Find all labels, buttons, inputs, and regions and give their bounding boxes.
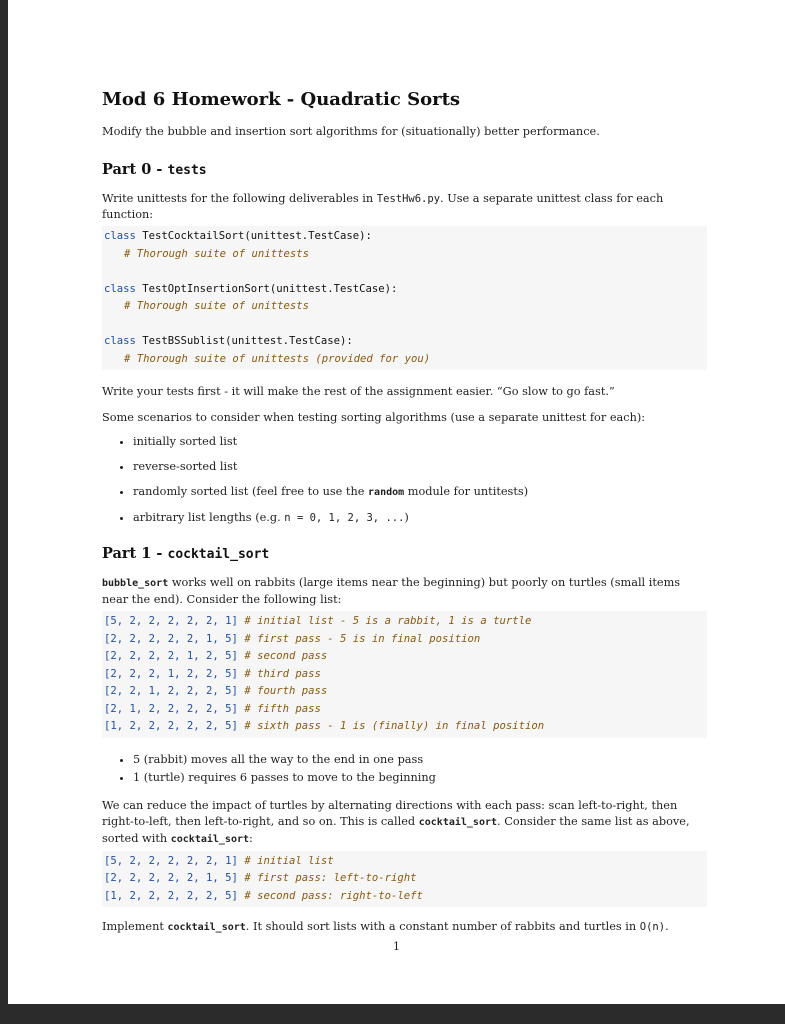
- list-literal: [5, 2, 2, 2, 2, 2, 1]: [104, 615, 238, 627]
- scenarios-intro: Some scenarios to consider when testing sorting algorithms (use a separate unittest for each):: [102, 411, 646, 424]
- code-blank-line: [104, 263, 707, 281]
- page-number: 1: [393, 940, 400, 953]
- code-line: [104, 351, 707, 369]
- cocktail-sort-code: cocktail_sort: [167, 922, 246, 933]
- code-line: [104, 683, 707, 701]
- viewer-bottom-bar: [0, 1004, 785, 1024]
- implement-text-part: Implement: [102, 920, 168, 933]
- class-declaration: TestBSSublist(unittest.TestCase):: [135, 335, 353, 347]
- scenario-code: random: [368, 487, 405, 498]
- code-comment: # initial list: [244, 854, 334, 867]
- code-line: [104, 298, 707, 316]
- bubble-sort-code: bubble_sort: [102, 578, 169, 589]
- implement-text: [102, 919, 707, 936]
- list-literal: [1, 2, 2, 2, 2, 2, 5]: [104, 720, 238, 732]
- list-literal: [2, 2, 2, 1, 2, 2, 5]: [104, 667, 238, 680]
- code-comment: # Thorough suite of unittests: [124, 300, 309, 312]
- part0-desc-after: . Use a separate unittest class for each function:: [102, 192, 664, 221]
- part1-heading: [102, 544, 707, 565]
- code-comment: # sixth pass - 1 is (finally) in final position: [244, 720, 545, 732]
- test-file-name: TestHw6.py: [376, 193, 441, 205]
- implement-text-part: . It should sort lists with a constant number of rabbits and turtles in: [245, 920, 640, 933]
- code-line: [104, 333, 707, 351]
- code-comment: # second pass: [244, 650, 328, 662]
- tests-first-text: Write your tests first - it will make the rest of the assignment easier. “Go slow to go fast.”: [102, 385, 615, 398]
- cocktail-passes-code-block: [102, 851, 707, 908]
- part1-heading-code: cocktail_sort: [167, 547, 270, 562]
- part0-description: [102, 191, 707, 223]
- test-classes-code-block: [102, 226, 707, 370]
- part0-heading-word: tests: [167, 163, 207, 178]
- code-comment: # fifth pass: [244, 702, 321, 715]
- class-declaration: TestOptInsertionSort(unittest.TestCase):: [135, 282, 398, 295]
- code-line: [104, 718, 707, 736]
- class-keyword: class: [104, 282, 136, 295]
- part1-heading-prefix: Part 1 -: [102, 545, 168, 562]
- code-comment: # Thorough suite of unittests (provided for you): [124, 352, 431, 365]
- document-page: [8, 0, 785, 1004]
- code-line: [104, 281, 707, 299]
- scenario-text: reverse-sorted list: [133, 460, 238, 473]
- list-item: [133, 434, 707, 450]
- code-line: [104, 701, 707, 719]
- code-line: [104, 870, 707, 888]
- code-comment: # fourth pass: [244, 685, 328, 697]
- class-declaration: TestCocktailSort(unittest.TestCase):: [135, 230, 372, 242]
- reduce-text: :: [249, 831, 253, 845]
- list-literal: [2, 2, 2, 2, 2, 1, 5]: [104, 632, 238, 645]
- class-keyword: class: [104, 230, 136, 242]
- list-item: [133, 510, 707, 526]
- code-line: [104, 888, 707, 906]
- list-item: [133, 484, 707, 501]
- list-literal: [2, 1, 2, 2, 2, 2, 5]: [104, 702, 238, 715]
- page-title: Mod 6 Homework - Quadratic Sorts: [102, 89, 461, 110]
- part0-heading-prefix: Part 0 -: [102, 161, 168, 178]
- scenario-text: initially sorted list: [133, 435, 238, 448]
- code-line: [104, 228, 707, 246]
- part1-description: [102, 575, 707, 608]
- part0-desc-before: Write unittests for the following deliverables in: [102, 192, 377, 205]
- code-comment: # initial list - 5 is a rabbit, 1 is a turtle: [244, 615, 532, 627]
- list-item: • 5 (rabbit) moves all the way to the end in one pass: [133, 752, 707, 768]
- scenario-code: n = 0, 1, 2, 3, ...: [284, 512, 405, 524]
- code-comment: # third pass: [244, 667, 321, 680]
- bubble-passes-code-block: [102, 611, 707, 738]
- part1-desc-text: works well on rabbits (large items near the beginning) but poorly on turtles (small items near the end). Consider the following list:: [102, 576, 681, 606]
- list-item: • 1 (turtle) requires 6 passes to move to the beginning: [133, 770, 707, 786]
- list-literal: [2, 2, 1, 2, 2, 2, 5]: [104, 685, 238, 697]
- code-blank-line: [104, 316, 707, 334]
- observation-list: [102, 752, 707, 786]
- code-line: [104, 631, 707, 649]
- scenario-text: randomly sorted list (feel free to use the: [133, 485, 369, 498]
- page-content: [102, 88, 707, 944]
- code-comment: # Thorough suite of unittests: [124, 247, 309, 260]
- scenario-list: [102, 434, 707, 526]
- reduce-text: We can reduce the impact of turtles by alternating directions with each pass: scan left-to-right, then right-to-left, then left-to-right, and so on. This is called: [102, 798, 678, 828]
- scenario-text: module for untitests): [404, 485, 529, 498]
- big-o-code: O(n): [639, 921, 666, 933]
- reduce-turtles-text: [102, 798, 707, 848]
- code-line: [104, 613, 707, 631]
- implement-text-part: .: [665, 920, 669, 933]
- code-line: [104, 853, 707, 871]
- code-comment: # first pass: left-to-right: [244, 872, 417, 884]
- cocktail-sort-code: cocktail_sort: [418, 816, 498, 828]
- list-literal: [2, 2, 2, 2, 1, 2, 5]: [104, 650, 238, 662]
- list-item: [133, 459, 707, 475]
- list-literal: [2, 2, 2, 2, 2, 1, 5]: [104, 872, 238, 884]
- code-comment: # first pass - 5 is in final position: [244, 632, 481, 645]
- reduce-text: . Consider the same list as above, sorted with: [102, 814, 690, 845]
- code-comment: # second pass: right-to-left: [244, 889, 423, 902]
- code-line: [104, 648, 707, 666]
- list-literal: [1, 2, 2, 2, 2, 2, 5]: [104, 889, 238, 902]
- list-literal: [5, 2, 2, 2, 2, 2, 1]: [104, 854, 238, 867]
- code-line: [104, 666, 707, 684]
- intro-text: Modify the bubble and insertion sort algorithms for (situationally) better performance.: [102, 125, 600, 138]
- cocktail-sort-code: cocktail_sort: [170, 833, 250, 845]
- scenario-text: arbitrary list lengths (e.g.: [133, 511, 285, 524]
- class-keyword: class: [104, 335, 136, 347]
- part0-heading: [102, 160, 707, 181]
- code-line: [104, 246, 707, 264]
- scenario-text: ): [404, 511, 409, 524]
